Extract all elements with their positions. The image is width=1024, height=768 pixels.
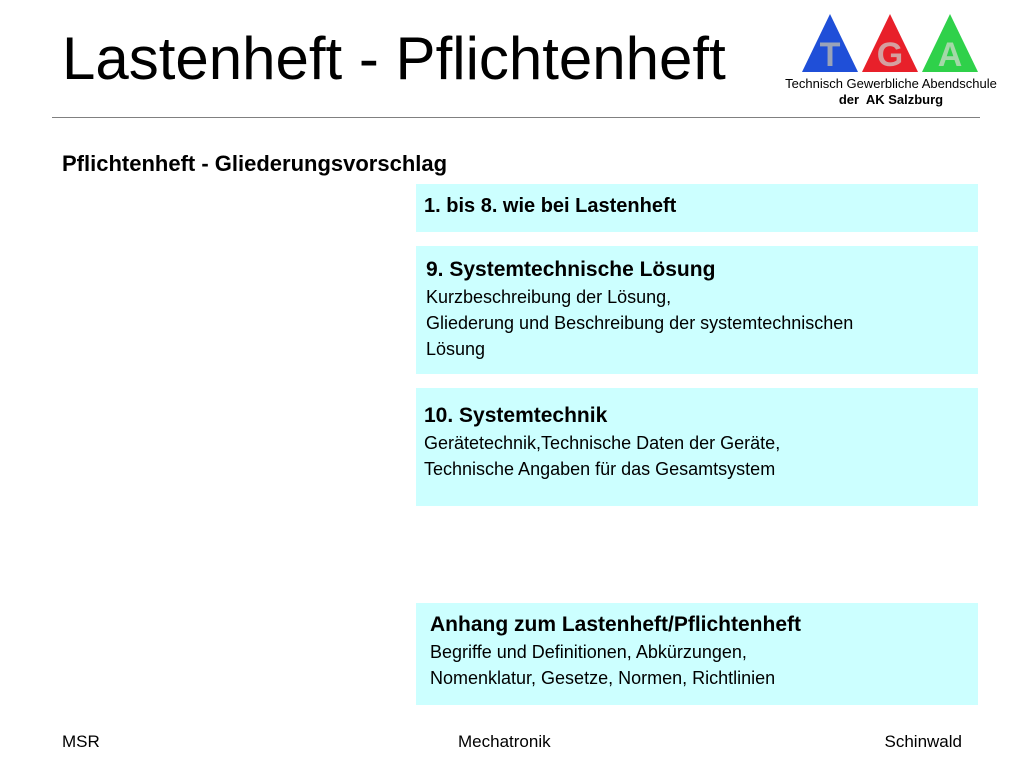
outline-box-systemtechnische-loesung — [416, 246, 978, 374]
box-title: Anhang zum Lastenheft/Pflichtenheft — [430, 613, 802, 636]
header-divider — [52, 117, 980, 118]
box-title: 10. Systemtechnik — [424, 404, 608, 427]
school-name — [768, 76, 1014, 108]
logo-letter-g: G — [876, 36, 904, 74]
box-title: 9. Systemtechnische Lösung — [426, 258, 716, 281]
box-line: Technische Angaben für das Gesamtsystem — [424, 459, 776, 479]
box-line: Lösung — [426, 339, 486, 359]
outline-box-anhang — [416, 603, 978, 705]
tga-logo — [800, 12, 982, 74]
outline-box-systemtechnik — [416, 388, 978, 506]
footer-right: Schinwald — [884, 732, 962, 751]
box-line: Gliederung und Beschreibung der systemtechnischen — [426, 313, 854, 333]
box-line: Kurzbeschreibung der Lösung, — [426, 287, 672, 307]
box-line: Gerätetechnik,Technische Daten der Geräte, — [424, 433, 781, 453]
school-name-line1: Technisch Gewerbliche Abendschule — [785, 76, 997, 91]
box-line: Nomenklatur, Gesetze, Normen, Richtlinien — [430, 668, 776, 688]
section-subtitle: Pflichtenheft - Gliederungsvorschlag — [62, 151, 448, 176]
school-name-line2: der AK Salzburg — [838, 92, 944, 107]
slide-title: Lastenheft - Pflichtenheft — [62, 25, 726, 92]
logo-letter-a: A — [937, 36, 963, 74]
logo-letter-t: T — [819, 36, 841, 74]
outline-box-1-8 — [416, 184, 978, 232]
footer-center: Mechatronik — [458, 732, 551, 751]
box-line: Begriffe und Definitionen, Abkürzungen, — [430, 642, 747, 662]
footer-left: MSR — [62, 732, 100, 751]
box-title: 1. bis 8. wie bei Lastenheft — [424, 195, 677, 217]
